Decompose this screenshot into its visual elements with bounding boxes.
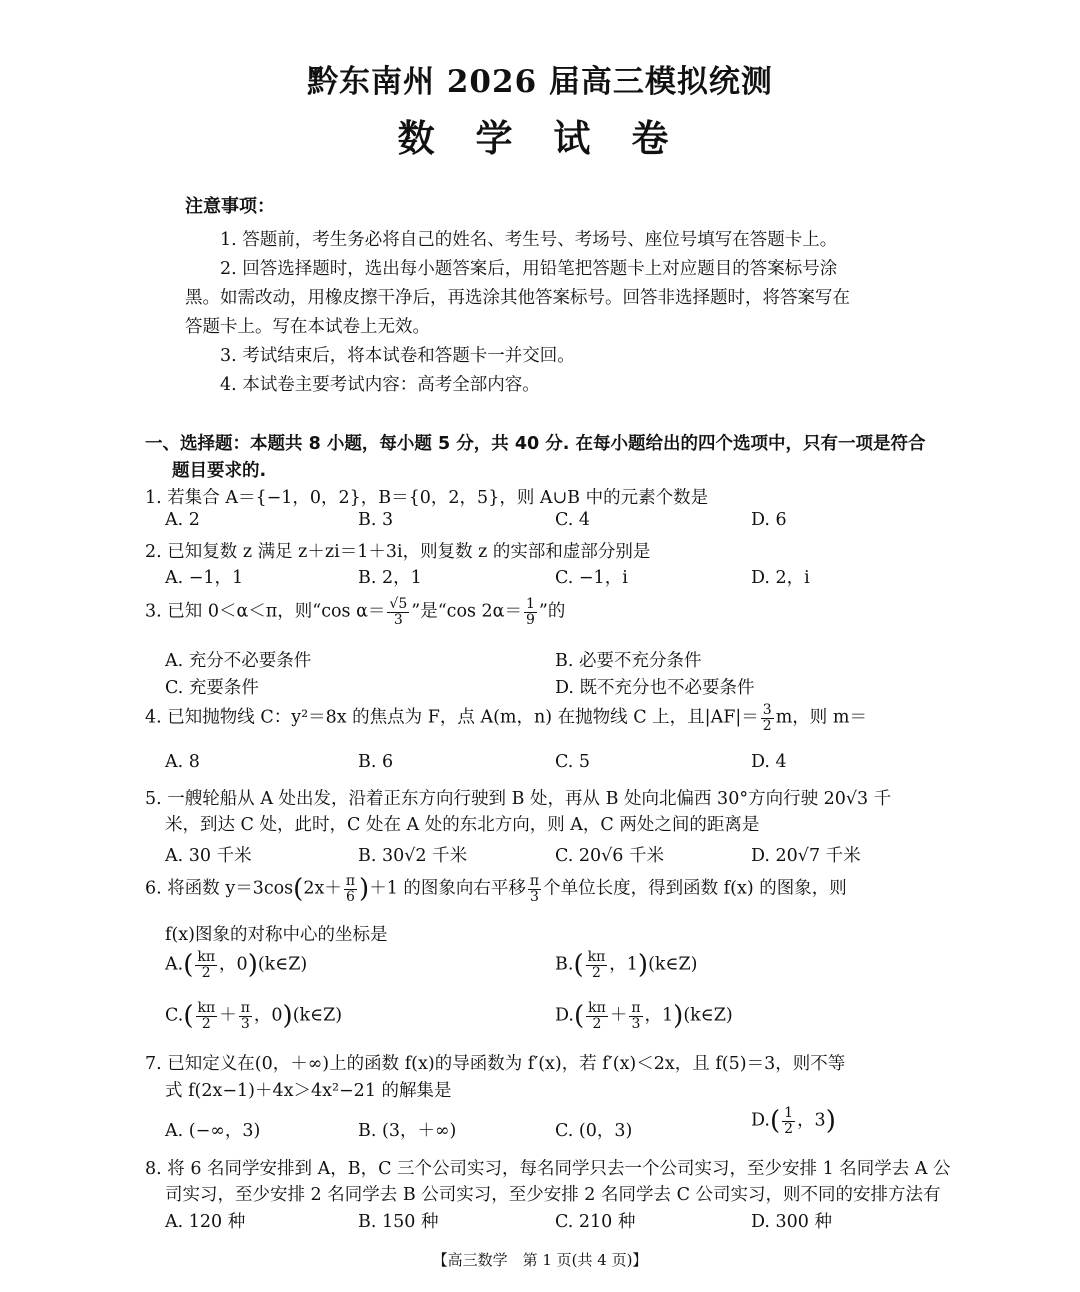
- question-2-option-a: A. −1，1: [165, 568, 244, 588]
- notice-item-2c: 答题卡上。写在本试卷上无效。: [185, 317, 430, 337]
- question-2-option-b: B. 2，1: [358, 568, 422, 588]
- q6d-num1: kπ: [588, 1000, 606, 1016]
- question-2-option-c: C. −1，i: [555, 568, 628, 588]
- q6a-paren-open: (: [183, 950, 194, 981]
- question-5-stem-cont: 米，到达 C 处，此时，C 处在 A 处的东北方向，则 A，C 两处之间的距离是: [165, 815, 760, 835]
- question-8-option-c: C. 210 种: [555, 1212, 636, 1232]
- q3-text-1: 3. 已知 0＜α＜π，则“cos α＝: [145, 601, 386, 622]
- q6-frac1-den: 6: [345, 888, 355, 905]
- question-4-option-c: C. 5: [555, 752, 591, 772]
- q4-frac-den: 2: [762, 717, 772, 734]
- q6d-den2: 3: [631, 1015, 641, 1032]
- q6c-den2: 3: [240, 1015, 250, 1032]
- question-3-stem: [145, 597, 565, 627]
- q6-frac2-den: 3: [530, 888, 539, 905]
- q3-frac1-num: √5: [389, 596, 408, 612]
- q4-fraction: [761, 703, 774, 733]
- section-heading-cont: 题目要求的.: [172, 461, 267, 481]
- q6-text-3: ＋1 的图象向右平移: [369, 878, 526, 899]
- question-7-option-b: B. (3，＋∞): [358, 1121, 457, 1141]
- question-5-option-c: C. 20√6 千米: [555, 846, 665, 866]
- q6c-paren-close: ): [282, 1001, 293, 1032]
- q3-text-3: ”的: [538, 601, 566, 622]
- q7d-paren-close: ): [825, 1106, 836, 1137]
- q6-text-1: 6. 将函数 y＝3cos: [145, 878, 294, 899]
- question-5-stem: 5. 一艘轮船从 A 处出发，沿着正东方向行驶到 B 处，再从 B 处向北偏西 30°方向行驶 20√3 千: [145, 789, 892, 809]
- q6c-post: ，0: [253, 1005, 283, 1026]
- q6d-paren-open: (: [573, 1001, 585, 1032]
- q6a-num: kπ: [197, 949, 216, 965]
- q6a-post: ，0: [219, 954, 248, 975]
- question-5-option-d: D. 20√7 千米: [751, 846, 861, 866]
- question-6-option-c: [165, 1001, 342, 1031]
- question-6-stem-cont: f(x)图象的对称中心的坐标是: [165, 925, 388, 945]
- question-3-option-c: C. 充要条件: [165, 678, 259, 698]
- notice-item-3: 3. 考试结束后，将本试卷和答题卡一并交回。: [220, 346, 575, 366]
- q6d-mid: ＋: [609, 1005, 628, 1026]
- q6-frac1-num: π: [345, 873, 356, 889]
- notice-heading: 注意事项：: [185, 196, 275, 217]
- q6a-tail: (k∈Z): [257, 954, 308, 975]
- question-7-option-d: [751, 1106, 836, 1136]
- question-6-option-a: [165, 950, 307, 980]
- question-3-option-b: B. 必要不充分条件: [555, 651, 702, 671]
- q7d-label: D.: [751, 1110, 770, 1131]
- q6c-label: C.: [165, 1005, 184, 1026]
- question-4-option-d: D. 4: [751, 752, 787, 772]
- question-8-stem: 8. 将 6 名同学安排到 A，B，C 三个公司实习，每名同学只去一个公司实习，至少安排 1 名同学去 A 公: [145, 1159, 951, 1179]
- q3-fraction-2: [524, 597, 537, 627]
- question-1-stem: 1. 若集合 A＝{−1，0，2}，B＝{0，2，5}，则 A∪B 中的元素个数是: [145, 488, 709, 508]
- question-5-option-b: B. 30√2 千米: [358, 846, 468, 866]
- q6-fraction-2: [528, 874, 541, 904]
- q6-fraction-1: [344, 874, 357, 904]
- q3-frac2-num: 1: [525, 596, 535, 612]
- q6c-fraction-1: [196, 1001, 218, 1031]
- page-footer: 【高三数学 第 1 页(共 4 页)】: [432, 1251, 648, 1269]
- q6b-post: ，1: [609, 954, 638, 975]
- question-6-stem: [145, 874, 847, 904]
- question-4-stem: [145, 703, 867, 733]
- q6a-paren-close: ): [247, 950, 258, 981]
- q3-frac1-den: 3: [393, 611, 403, 628]
- question-4-option-b: B. 6: [358, 752, 394, 772]
- question-3-option-d: D. 既不充分也不必要条件: [555, 678, 755, 698]
- q6b-num: kπ: [587, 949, 606, 965]
- q6a-fraction: [195, 950, 217, 980]
- question-7-stem: 7. 已知定义在(0，＋∞)上的函数 f(x)的导函数为 f′(x)，若 f′(x)＜2x，且 f(5)＝3，则不等: [145, 1054, 846, 1074]
- q6a-den: 2: [201, 964, 211, 981]
- q4-text-1: 4. 已知抛物线 C：y²＝8x 的焦点为 F，点 A(m，n) 在抛物线 C 上，且|AF|＝: [145, 707, 759, 728]
- q7d-den: 2: [784, 1120, 794, 1137]
- q7d-fraction: [782, 1106, 795, 1136]
- q6d-num2: π: [631, 1000, 641, 1016]
- q6c-num1: kπ: [197, 1000, 216, 1016]
- q6-paren-close: ): [359, 874, 370, 905]
- exam-title: 黔东南州 2026 届高三模拟统测: [307, 64, 773, 100]
- notice-item-4: 4. 本试卷主要考试内容：高考全部内容。: [220, 375, 540, 395]
- q6-text-4: 个单位长度，得到函数 f(x) 的图象，则: [543, 878, 847, 899]
- q6d-fraction-1: [586, 1001, 608, 1031]
- notice-item-2a: 2. 回答选择题时，选出每小题答案后，用铅笔把答题卡上对应题目的答案标号涂: [220, 259, 838, 279]
- question-1-option-a: A. 2: [165, 510, 200, 530]
- q3-fraction-1: [387, 597, 409, 627]
- q6d-den1: 2: [592, 1015, 602, 1032]
- q6c-fraction-2: [239, 1001, 252, 1031]
- question-1-option-b: B. 3: [358, 510, 394, 530]
- q7d-paren-open: (: [769, 1106, 781, 1137]
- question-2-stem: 2. 已知复数 z 满足 z＋zi＝1＋3i，则复数 z 的实部和虚部分别是: [145, 542, 651, 562]
- question-8-option-a: A. 120 种: [165, 1212, 246, 1232]
- q6-frac2-num: π: [529, 873, 540, 889]
- q6-paren-open: (: [293, 874, 304, 905]
- question-7-option-c: C. (0，3): [555, 1121, 633, 1141]
- question-3-option-a: A. 充分不必要条件: [165, 651, 312, 671]
- subject-title: 数 学 试 卷: [397, 116, 683, 160]
- q6b-tail: (k∈Z): [648, 954, 698, 975]
- question-7-option-a: A. (−∞，3): [165, 1121, 261, 1141]
- question-8-option-d: D. 300 种: [751, 1212, 832, 1232]
- question-1-option-d: D. 6: [751, 510, 787, 530]
- q6d-label: D.: [555, 1005, 574, 1026]
- q6-text-2: 2x＋: [303, 878, 342, 899]
- q6b-fraction: [586, 950, 608, 980]
- q3-frac2-den: 9: [525, 611, 535, 628]
- q6b-den: 2: [591, 964, 601, 981]
- question-8-stem-cont: 司实习，至少安排 2 名同学去 B 公司实习，至少安排 2 名同学去 C 公司实习，则不同的安排方法有: [165, 1185, 941, 1205]
- notice-item-2b: 黑。如需改动，用橡皮擦干净后，再选涂其他答案标号。回答非选择题时，将答案写在: [185, 288, 850, 308]
- q4-text-2: m，则 m＝: [775, 707, 867, 728]
- q6c-den1: 2: [201, 1015, 211, 1032]
- q6d-paren-close: ): [673, 1001, 684, 1032]
- question-5-option-a: A. 30 千米: [165, 846, 252, 866]
- q6c-mid: ＋: [219, 1005, 237, 1026]
- q4-frac-num: 3: [762, 702, 772, 718]
- notice-item-1: 1. 答题前，考生务必将自己的姓名、考生号、考场号、座位号填写在答题卡上。: [220, 230, 838, 250]
- section-heading: 一、选择题：本题共 8 小题，每小题 5 分，共 40 分. 在每小题给出的四个选项中，只有一项是符合: [145, 434, 926, 454]
- question-8-option-b: B. 150 种: [358, 1212, 439, 1232]
- question-4-option-a: A. 8: [165, 752, 200, 772]
- question-1-option-c: C. 4: [555, 510, 591, 530]
- q6d-post: ，1: [644, 1005, 674, 1026]
- question-2-option-d: D. 2，i: [751, 568, 810, 588]
- q6b-paren-close: ): [637, 950, 649, 981]
- q6a-label: A.: [165, 954, 184, 975]
- q3-text-2: ”是“cos 2α＝: [411, 601, 522, 622]
- question-6-option-b: [555, 950, 697, 980]
- q6d-tail: (k∈Z): [683, 1005, 733, 1026]
- q6c-num2: π: [240, 1000, 250, 1016]
- q7d-num: 1: [784, 1105, 794, 1121]
- question-6-option-d: [555, 1001, 733, 1031]
- q6c-paren-open: (: [183, 1001, 194, 1032]
- q7d-post: ，3: [797, 1110, 826, 1131]
- q6c-tail: (k∈Z): [292, 1005, 343, 1026]
- q6b-paren-open: (: [573, 950, 584, 981]
- q6d-fraction-2: [629, 1001, 642, 1031]
- question-7-stem-cont: 式 f(2x−1)＋4x＞4x²−21 的解集是: [165, 1081, 452, 1101]
- q6b-label: B.: [555, 954, 574, 975]
